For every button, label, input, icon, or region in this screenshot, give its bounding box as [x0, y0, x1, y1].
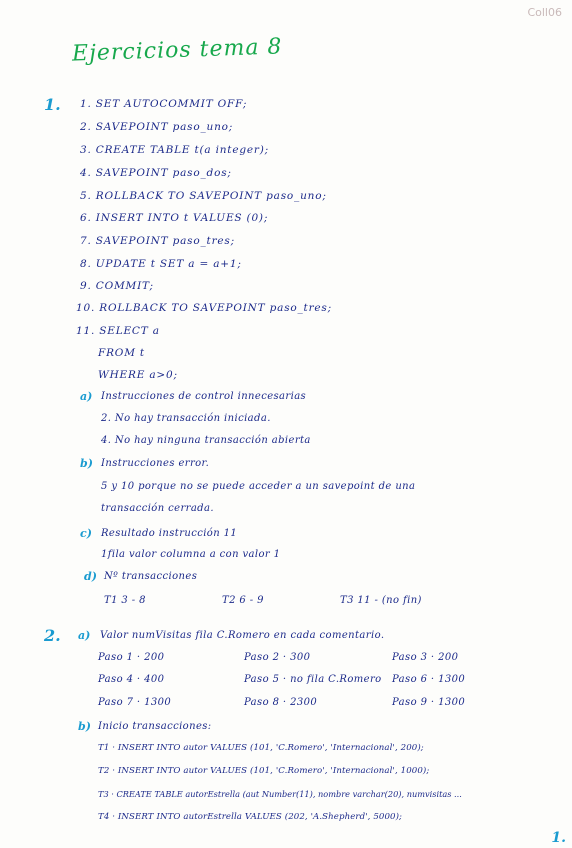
q2-paso-3: Paso 3 · 200 — [392, 652, 459, 663]
q1-line-12: FROM t — [98, 347, 145, 359]
question-2-number: 2. — [44, 626, 61, 645]
q1-c-line-1: 1fila valor columna a con valor 1 — [101, 549, 281, 560]
q1-d-title: Nº transacciones — [104, 571, 198, 582]
q1-line-4: 4. SAVEPOINT paso_dos; — [80, 167, 232, 179]
q2-b-title: Inicio transacciones: — [98, 721, 212, 732]
q1-line-6: 6. INSERT INTO t VALUES (0); — [80, 212, 269, 224]
q1-line-9: 9. COMMIT; — [80, 280, 154, 292]
q1-line-1: 1. SET AUTOCOMMIT OFF; — [80, 98, 248, 110]
q1-b-title: Instrucciones error. — [101, 458, 210, 469]
page-title: Ejercicios tema 8 — [71, 34, 283, 67]
q1-line-5: 5. ROLLBACK TO SAVEPOINT paso_uno; — [80, 190, 327, 202]
q1-d-label: d) — [84, 570, 97, 583]
q2-paso-8: Paso 8 · 2300 — [244, 697, 318, 708]
q1-line-13: WHERE a>0; — [98, 369, 178, 381]
q1-a-line-1: 2. No hay transacción iniciada. — [101, 413, 271, 424]
q1-line-3: 3. CREATE TABLE t(a integer); — [80, 144, 269, 156]
q2-paso-2: Paso 2 · 300 — [244, 652, 311, 663]
q1-d-t3: T3 11 - (no fin) — [340, 595, 422, 606]
q1-d-t2: T2 6 - 9 — [222, 595, 264, 606]
q2-b-line-1: T1 · INSERT INTO autor VALUES (101, 'C.Romero', 'Internacional', 200); — [98, 743, 424, 753]
document-code: Coll06 — [527, 6, 562, 19]
q2-b-label: b) — [78, 720, 91, 733]
q1-d-t1: T1 3 - 8 — [104, 595, 146, 606]
q1-line-7: 7. SAVEPOINT paso_tres; — [80, 235, 235, 247]
question-1-number: 1. — [44, 95, 61, 114]
q1-line-10: 10. ROLLBACK TO SAVEPOINT paso_tres; — [76, 302, 332, 314]
q1-b-line-2: transacción cerrada. — [101, 503, 214, 514]
q2-a-title: Valor numVisitas fila C.Romero en cada comentario. — [100, 630, 385, 641]
q1-c-label: c) — [80, 527, 92, 540]
q1-line-8: 8. UPDATE t SET a = a+1; — [80, 258, 242, 270]
q1-a-label: a) — [80, 390, 93, 403]
q2-paso-4: Paso 4 · 400 — [98, 674, 165, 685]
q1-line-2: 2. SAVEPOINT paso_uno; — [80, 121, 234, 133]
q2-a-label: a) — [78, 629, 91, 642]
q2-paso-5: Paso 5 · no fila C.Romero — [244, 674, 382, 685]
q2-b-line-4: T4 · INSERT INTO autorEstrella VALUES (202, 'A.Shepherd', 5000); — [98, 812, 403, 822]
q2-paso-9: Paso 9 · 1300 — [392, 697, 466, 708]
q1-line-11: 11. SELECT a — [76, 325, 160, 337]
q1-a-line-2: 4. No hay ninguna transacción abierta — [101, 435, 311, 446]
q2-paso-1: Paso 1 · 200 — [98, 652, 165, 663]
q1-b-label: b) — [80, 457, 93, 470]
q2-b-line-2: T2 · INSERT INTO autor VALUES (101, 'C.Romero', 'Internacional', 1000); — [98, 766, 430, 776]
page-number: 1. — [551, 830, 566, 846]
q2-b-line-3: T3 · CREATE TABLE autorEstrella (aut Number(11), nombre varchar(20), numvisitas ... — [98, 789, 462, 799]
q1-c-title: Resultado instrucción 11 — [101, 528, 238, 539]
q2-paso-6: Paso 6 · 1300 — [392, 674, 466, 685]
q1-b-line-1: 5 y 10 porque no se puede acceder a un savepoint de una — [101, 481, 416, 492]
q1-a-title: Instrucciones de control innecesarias — [101, 391, 307, 402]
q2-paso-7: Paso 7 · 1300 — [98, 697, 172, 708]
